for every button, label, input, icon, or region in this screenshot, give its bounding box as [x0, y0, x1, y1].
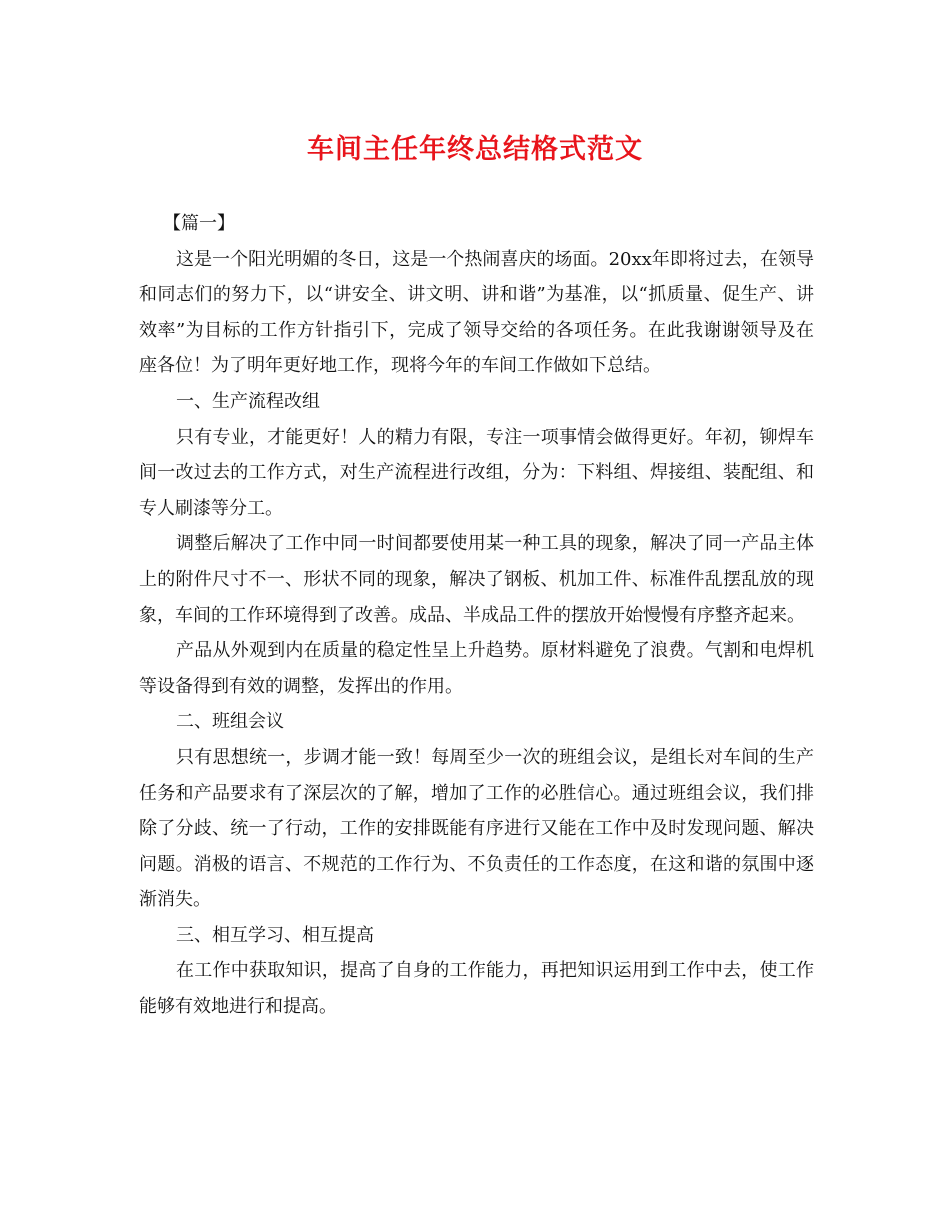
section-2-paragraph-1: 只有思想统一，步调才能一致！每周至少一次的班组会议，是组长对车间的生产任务和产品要求有了深层次的了解，增加了工作的必胜信心。通过班组会议，我们排除了分歧、统一了行动，工作的安排既能有序进行又能在工作中及时发现问题、解决问题。消极的语言、不规范的工作行为、不负责任的工作态度，在这和谐的氛围中逐渐消失。 [139, 746, 814, 911]
section-heading-1: 一、生产流程改组 [176, 390, 320, 412]
section-heading-3: 三、相互学习、相互提高 [176, 924, 374, 946]
intro-paragraph: 这是一个阳光明媚的冬日，这是一个热闹喜庆的场面。20xx年即将过去，在领导和同志们的努力下，以“讲安全、讲文明、讲和谐”为基准，以“抓质量、促生产、讲效率”为目标的工作方针指引下，完成了领导交给的各项任务。在此我谢谢领导及在座各位！为了明年更好地工作，现将今年的车间工作做如下总结。 [139, 248, 814, 377]
document-title: 车间主任年终总结格式范文 [307, 134, 643, 165]
section-1-paragraph-3: 产品从外观到内在质量的稳定性呈上升趋势。原材料避免了浪费。气割和电焊机等设备得到有效的调整，发挥出的作用。 [139, 640, 814, 697]
section-3-paragraph-1: 在工作中获取知识，提高了自身的工作能力，再把知识运用到工作中去，使工作能够有效地进行和提高。 [139, 960, 814, 1018]
section-heading-2: 二、班组会议 [176, 711, 284, 733]
section-1-paragraph-1: 只有专业，才能更好！人的精力有限，专注一项事情会做得更好。年初，铆焊车间一改过去的工作方式，对生产流程进行改组，分为：下料组、焊接组、装配组、和专人刷漆等分工。 [139, 426, 814, 519]
document-body [139, 206, 814, 1025]
section-tag: 【篇一】 [163, 213, 235, 234]
section-1-paragraph-2: 调整后解决了工作中同一时间都要使用某一种工具的现象，解决了同一产品主体上的附件尺寸不一、形状不同的现象，解决了钢板、机加工件、标准件乱摆乱放的现象，车间的工作环境得到了改善。成品、半成品工件的摆放开始慢慢有序整齐起来。 [139, 533, 814, 626]
